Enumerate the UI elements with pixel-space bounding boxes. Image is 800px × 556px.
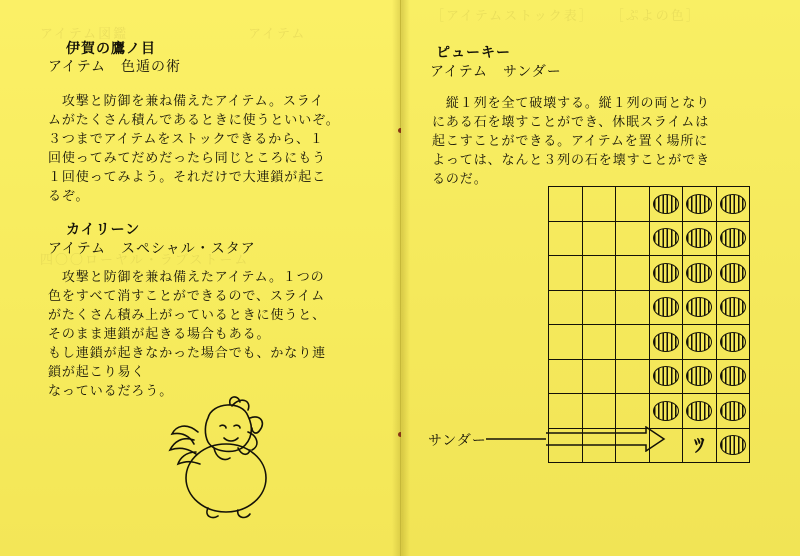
winged-creature-illustration xyxy=(168,392,280,524)
slime-stone-icon xyxy=(720,228,746,248)
board-cell xyxy=(650,325,684,360)
board-cell xyxy=(717,394,751,429)
section-subtitle-iga: アイテム 色遁の術 xyxy=(48,59,182,75)
bleed-through-text: アイテム図鑑 アイテム xyxy=(40,27,307,42)
board-cell xyxy=(717,187,751,222)
slime-stone-icon xyxy=(653,263,679,283)
book-spine-shadow xyxy=(392,0,410,556)
board-cell xyxy=(616,222,650,257)
board-cell xyxy=(583,187,617,222)
board-cell xyxy=(717,256,751,291)
board-cell xyxy=(616,256,650,291)
board-cell xyxy=(549,325,583,360)
board-cell xyxy=(717,429,751,464)
board-cell xyxy=(616,325,650,360)
slime-stone-icon xyxy=(686,401,712,421)
board-cell xyxy=(650,222,684,257)
section-title-pyuki: ピューキー xyxy=(436,45,511,61)
board-cell xyxy=(683,222,717,257)
board-cell xyxy=(683,291,717,326)
slime-stone-icon xyxy=(720,194,746,214)
section-body-iga: 攻撃と防御を兼ね備えたアイテム。スライ ムがたくさん積んであるときに使うといいぞ。 ３つまでアイテムをストックできるから、１ 回使ってみてだめだったら同じところにもう １回使ってみよう。それだけで大連鎖が起こ るぞ。 xyxy=(48,94,340,204)
slime-stone-icon xyxy=(653,366,679,386)
board-cell xyxy=(650,360,684,395)
board-cell xyxy=(717,222,751,257)
section-title-kairin: カイリーン xyxy=(66,222,141,238)
slime-stone-icon xyxy=(686,297,712,317)
slime-stone-icon xyxy=(720,435,746,455)
board-cell xyxy=(616,394,650,429)
slime-stone-icon xyxy=(720,263,746,283)
section-title-iga: 伊賀の鷹ノ目 xyxy=(66,41,156,57)
board-cell xyxy=(717,325,751,360)
slime-stone-icon xyxy=(653,228,679,248)
slime-stone-icon xyxy=(720,332,746,352)
board-cell xyxy=(549,394,583,429)
slime-stone-icon xyxy=(653,401,679,421)
slime-stone-icon xyxy=(653,194,679,214)
board-cell xyxy=(717,360,751,395)
board-cell xyxy=(683,256,717,291)
slime-stone-icon xyxy=(686,263,712,283)
slime-stone-icon xyxy=(720,401,746,421)
section-subtitle-kairin: アイテム スペシャル・スタア xyxy=(48,241,256,257)
board-cell xyxy=(549,291,583,326)
board-cell xyxy=(583,291,617,326)
slime-stone-icon xyxy=(653,332,679,352)
board-cell xyxy=(549,256,583,291)
board-cell xyxy=(616,360,650,395)
board-cell xyxy=(650,256,684,291)
thunder-item-icon: ﾂ xyxy=(694,433,705,458)
thunder-demo-board xyxy=(548,186,750,463)
slime-stone-icon xyxy=(686,194,712,214)
board-cell xyxy=(616,187,650,222)
thunder-pointer-label: サンダー xyxy=(428,433,487,449)
board-cell xyxy=(650,187,684,222)
board-cell xyxy=(683,360,717,395)
bleed-through-text: ［アイテムストック表］ ［ぷよの色］ xyxy=(431,9,701,24)
slime-stone-icon xyxy=(686,366,712,386)
board-cell xyxy=(616,291,650,326)
board-cell xyxy=(549,187,583,222)
board-cell xyxy=(549,360,583,395)
board-cell xyxy=(650,394,684,429)
slime-stone-icon xyxy=(686,332,712,352)
board-cell xyxy=(583,394,617,429)
section-subtitle-pyuki: アイテム サンダー xyxy=(430,64,562,80)
board-cell xyxy=(549,222,583,257)
board-cell xyxy=(717,291,751,326)
board-cell xyxy=(583,222,617,257)
board-cell xyxy=(583,360,617,395)
board-cell xyxy=(583,256,617,291)
thunder-pointer-arrow xyxy=(486,426,666,452)
bleed-through-text: 四〇〇ローヤル・ラブストーム xyxy=(40,253,250,268)
board-cell xyxy=(650,291,684,326)
section-body-pyuki: 縦１列を全て破壊する。縦１列の両となり にある石を壊すことができ、休眠スライムは 起こすことができる。アイテムを置く場所に よっては、なんと３列の石を壊すことができ るのだ。 xyxy=(432,96,711,187)
section-body-kairin: 攻撃と防御を兼ね備えたアイテム。１つの 色をすべて消すことができるので、スライム がたくさん積み上がっているときに使うと、 そのまま連鎖が起きる場合もある。 もし連鎖が起きなかった場合でも、かなり連 鎖が起こり易く なっているだろう。 xyxy=(48,270,327,399)
board-cell xyxy=(683,325,717,360)
board-cell xyxy=(583,325,617,360)
board-cell xyxy=(683,187,717,222)
board-cell xyxy=(683,429,717,464)
slime-stone-icon xyxy=(720,366,746,386)
board-cell xyxy=(683,394,717,429)
slime-stone-icon xyxy=(686,228,712,248)
slime-stone-icon xyxy=(653,297,679,317)
slime-stone-icon xyxy=(720,297,746,317)
